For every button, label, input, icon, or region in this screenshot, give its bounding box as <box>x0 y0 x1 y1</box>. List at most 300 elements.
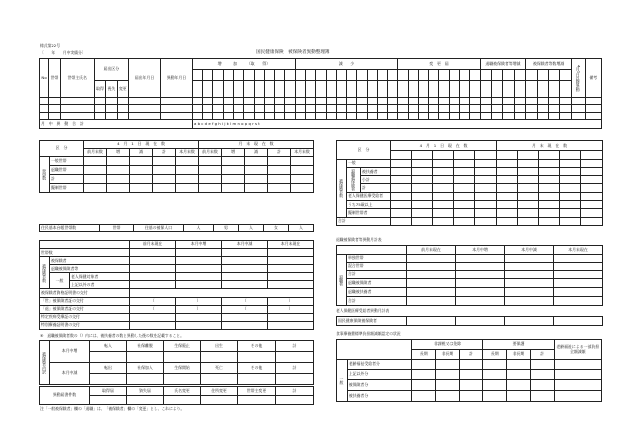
table-cell <box>433 151 454 159</box>
table-cell <box>492 112 503 120</box>
retiree-title: 退職被保険者等異動月計表 <box>336 237 382 242</box>
table-cell <box>326 69 336 80</box>
table-cell <box>192 112 202 120</box>
table-cell <box>176 166 199 175</box>
table-cell <box>433 176 454 184</box>
table-cell <box>459 69 469 80</box>
table-cell <box>436 370 460 380</box>
table-cell <box>454 167 475 175</box>
table-cell <box>526 112 537 120</box>
table-cell <box>505 317 554 326</box>
table-cell <box>84 166 107 175</box>
table-cell <box>518 217 539 225</box>
table-cell <box>295 69 305 80</box>
table-cell <box>60 112 94 120</box>
table-cell <box>514 105 525 113</box>
table-cell <box>316 69 326 80</box>
table-cell <box>539 217 560 225</box>
table-cell <box>518 176 539 184</box>
table-label-cell: 本月中減 <box>222 241 268 249</box>
table-cell <box>459 105 469 113</box>
table-cell <box>305 80 315 97</box>
table-cell <box>388 112 398 120</box>
table-cell <box>367 80 377 97</box>
table-label-cell: 非長期 <box>507 350 531 360</box>
table-cell <box>107 175 130 184</box>
table-cell <box>164 352 201 363</box>
col-april: 4月1日以降異動 <box>571 59 585 98</box>
table-cell <box>244 80 254 97</box>
table-cell <box>245 157 268 166</box>
table-label-cell: 増 <box>222 149 245 157</box>
table-cell <box>130 157 153 166</box>
table-cell <box>305 112 315 120</box>
table-cell <box>433 201 454 209</box>
table-cell <box>367 105 377 113</box>
table-cell <box>285 112 295 120</box>
table-label-cell: 住基の被保人口 <box>134 225 184 232</box>
table-cell <box>164 374 201 385</box>
table-cell <box>492 80 503 97</box>
table-cell <box>492 69 503 80</box>
table-label-cell: 住民基本台帳世帯数 <box>40 225 100 232</box>
table-cell <box>507 370 531 380</box>
form-count-table <box>39 386 314 405</box>
table-cell <box>127 396 164 405</box>
table-cell <box>475 217 497 225</box>
table-cell <box>475 184 497 192</box>
table-label-cell: 特定疾病受療証の交付 <box>40 313 130 321</box>
table-cell <box>505 297 554 306</box>
table-cell <box>449 112 459 120</box>
col-change-date: 異動年月日 <box>160 59 192 98</box>
table-cell <box>560 105 571 113</box>
table-label-cell: 混合世帯 <box>347 263 407 271</box>
table-cell <box>268 313 314 321</box>
table-cell <box>554 297 603 306</box>
table-cell <box>367 112 377 120</box>
table-cell <box>295 97 305 105</box>
table-cell <box>585 97 601 105</box>
group-retire: 退職被保険者等増減 <box>480 59 526 70</box>
table-label-cell: 前月末数 <box>199 149 222 157</box>
table-cell <box>199 184 222 193</box>
table-cell <box>357 97 367 105</box>
table-cell <box>560 192 581 200</box>
table-cell <box>268 257 314 265</box>
table-cell <box>49 105 60 113</box>
table-cell <box>581 201 603 209</box>
table-cell <box>275 112 285 120</box>
table-label-cell: 氏名変更 <box>164 387 201 396</box>
table-cell <box>90 396 127 405</box>
table-cell <box>503 69 514 80</box>
table-cell <box>470 105 480 113</box>
table-cell: ） <box>268 297 314 305</box>
meal-table <box>336 339 602 402</box>
table-cell <box>94 112 105 120</box>
table-cell <box>326 97 336 105</box>
table-label-cell: 一般 <box>347 159 391 167</box>
table-cell <box>377 105 387 113</box>
table-cell <box>285 69 295 80</box>
table-cell <box>326 80 336 97</box>
table-cell <box>454 201 475 209</box>
table-cell <box>268 281 314 289</box>
table-label-cell: 住所変更 <box>201 387 238 396</box>
table-cell <box>433 159 454 167</box>
table-cell <box>537 97 548 105</box>
table-cell <box>275 69 285 80</box>
retiree-table <box>336 245 603 306</box>
table-cell <box>203 97 213 105</box>
table-cell <box>316 105 326 113</box>
table-label-cell: 退職被保険者 <box>347 279 407 288</box>
table-cell <box>176 249 222 257</box>
table-cell <box>40 112 49 120</box>
table-cell <box>480 112 491 120</box>
table-cell <box>254 112 264 120</box>
table-label-cell: 国民健康保険被保険者 <box>337 317 407 326</box>
table-cell <box>560 217 581 225</box>
table-cell <box>412 201 433 209</box>
table-cell <box>497 184 518 192</box>
table-row <box>40 112 602 120</box>
table-cell <box>199 166 222 175</box>
table-label-cell: 長期 <box>483 350 507 360</box>
table-cell <box>336 80 346 97</box>
table-label-cell: 退職被扶養者 <box>347 288 407 297</box>
table-cell <box>514 80 525 97</box>
table-cell <box>398 80 408 97</box>
household-count-table <box>39 140 314 193</box>
table-cell <box>264 69 274 80</box>
table-cell <box>222 157 245 166</box>
table-cell <box>439 97 449 105</box>
table-cell <box>554 317 603 326</box>
table-cell <box>130 257 176 265</box>
table-label-cell: 単独世帯 <box>347 255 407 263</box>
table-label-cell: 計 <box>268 149 291 157</box>
table-cell <box>412 184 433 192</box>
table-cell <box>238 352 276 363</box>
table-cell <box>539 201 560 209</box>
table-cell <box>388 105 398 113</box>
table-cell <box>398 112 408 120</box>
table-cell <box>454 192 475 200</box>
table-cell <box>347 80 357 97</box>
table-cell <box>454 159 475 167</box>
table-cell <box>117 112 128 120</box>
table-cell <box>407 271 456 279</box>
table-cell <box>483 380 507 391</box>
table-label-cell: 退職被保険者 <box>347 167 361 192</box>
table-cell <box>40 105 49 113</box>
table-label-cell: 「世」被保険者証の交付 <box>40 297 130 305</box>
table-label-cell: 要保護 <box>483 340 554 350</box>
table-cell <box>581 217 603 225</box>
table-cell <box>418 105 428 113</box>
table-label-cell: 本月中増 <box>50 341 90 363</box>
table-cell <box>176 257 222 265</box>
table-cell <box>268 157 291 166</box>
table-cell <box>391 192 412 200</box>
insured-breakdown-table <box>39 340 314 385</box>
table-cell <box>357 112 367 120</box>
table-cell <box>336 97 346 105</box>
table-cell <box>436 391 460 402</box>
table-cell <box>276 352 314 363</box>
table-label-cell: 世帯 <box>100 225 134 232</box>
table-cell <box>454 176 475 184</box>
table-label-cell: 生保廃止 <box>164 341 201 352</box>
table-label-cell: 老齢福祉受給者分 <box>347 360 412 370</box>
table-cell <box>497 151 518 159</box>
table-cell <box>264 97 274 105</box>
table-cell <box>367 97 377 105</box>
table-label-cell: 上記以外の者 <box>70 281 130 289</box>
table-cell <box>518 151 539 159</box>
col-remarks: 備考 <box>585 59 601 98</box>
table-label-cell: 資失届 <box>127 387 164 396</box>
elderly-table <box>336 316 603 326</box>
table-label-cell: 特別療養証明書の交付 <box>40 321 130 329</box>
sum-letters: a b c d e f g h i j k l m n o p q r s t <box>192 120 601 129</box>
table-cell: （ <box>222 305 268 313</box>
table-cell <box>222 175 245 184</box>
table-cell <box>429 80 439 97</box>
table-cell <box>418 80 428 97</box>
table-cell <box>213 112 223 120</box>
table-cell <box>377 80 387 97</box>
table-cell <box>176 281 222 289</box>
table-cell <box>222 257 268 265</box>
table-cell <box>84 184 107 193</box>
table-cell <box>244 97 254 105</box>
table-cell <box>254 69 264 80</box>
table-cell <box>454 151 475 159</box>
table-label-cell: 計 <box>459 350 483 360</box>
table-cell <box>222 166 245 175</box>
table-cell <box>526 97 537 105</box>
table-label-cell: 擬制世帯者 <box>347 209 391 217</box>
table-cell <box>176 157 199 166</box>
sum-row <box>40 120 602 129</box>
table-cell <box>560 97 571 105</box>
table-cell <box>560 112 571 120</box>
table-cell <box>84 157 107 166</box>
table-cell <box>518 201 539 209</box>
table-label-cell: 一般 <box>50 273 70 289</box>
table-cell <box>429 97 439 105</box>
table-cell <box>518 159 539 167</box>
table-label-cell: 合計 <box>347 271 407 279</box>
table-cell <box>407 288 456 297</box>
table-cell <box>412 217 433 225</box>
table-label-cell: 社保加入 <box>127 363 164 374</box>
table-cell <box>291 166 314 175</box>
table-cell <box>549 112 560 120</box>
table-cell <box>497 201 518 209</box>
table-cell <box>176 273 222 281</box>
table-cell <box>244 105 254 113</box>
table-cell <box>291 157 314 166</box>
table-cell <box>337 246 407 255</box>
table-cell <box>127 352 164 363</box>
table-cell <box>554 279 603 288</box>
table-cell <box>407 263 456 271</box>
table-cell <box>245 175 268 184</box>
table-cell <box>153 184 176 193</box>
table-cell: ） <box>176 305 222 313</box>
table-cell <box>127 374 164 385</box>
table-cell <box>275 80 285 97</box>
table-cell <box>454 209 475 217</box>
table-label-cell: 社保離脱 <box>127 341 164 352</box>
table-cell <box>449 105 459 113</box>
group-decrease: 減 少 <box>295 59 398 70</box>
table-cell <box>164 396 201 405</box>
table-label-cell: 減 <box>245 149 268 157</box>
table-cell <box>470 97 480 105</box>
table-cell <box>40 97 49 105</box>
table-cell <box>530 370 554 380</box>
table-cell <box>407 279 456 288</box>
table-cell <box>275 105 285 113</box>
table-cell <box>459 380 483 391</box>
table-cell <box>213 69 223 80</box>
table-cell <box>456 288 505 297</box>
table-cell <box>90 374 127 385</box>
table-cell <box>234 69 244 80</box>
table-cell <box>492 105 503 113</box>
table-cell <box>507 380 531 391</box>
table-cell <box>503 105 514 113</box>
table-cell <box>176 184 199 193</box>
table-cell <box>518 209 539 217</box>
table-label-cell: 人 <box>289 225 314 232</box>
table-cell <box>130 175 153 184</box>
table-cell <box>245 166 268 175</box>
table-label-cell: 女 <box>264 225 289 232</box>
table-cell <box>439 105 449 113</box>
col-change: 変更 <box>117 80 128 97</box>
table-cell <box>505 255 554 263</box>
table-label-cell: 被保険者数 <box>337 159 347 217</box>
table-label-cell: 被扶養者 <box>361 167 391 175</box>
table-cell <box>222 281 268 289</box>
table-cell <box>459 370 483 380</box>
table-cell <box>418 97 428 105</box>
table-cell <box>391 167 412 175</box>
table-cell <box>539 151 560 159</box>
table-cell <box>518 167 539 175</box>
table-cell <box>454 217 475 225</box>
table-label-cell: 非課税又は免除 <box>412 340 483 350</box>
table-cell <box>201 352 238 363</box>
table-cell <box>560 159 581 167</box>
table-cell <box>412 167 433 175</box>
table-label-cell: 「退」被保険者証の交付 <box>40 305 130 313</box>
table-cell <box>347 105 357 113</box>
table-cell <box>84 175 107 184</box>
table-label-cell: うち75歳以上 <box>347 201 391 209</box>
table-cell <box>305 97 315 105</box>
table-cell <box>203 69 213 80</box>
table-cell <box>475 167 497 175</box>
table-cell <box>505 279 554 288</box>
table-cell <box>581 209 603 217</box>
table-cell <box>285 80 295 97</box>
table-cell <box>398 69 408 80</box>
table-cell <box>60 105 94 113</box>
table-cell <box>316 112 326 120</box>
table-cell <box>326 112 336 120</box>
table-cell <box>153 166 176 175</box>
table-label-cell: 生保開始 <box>164 363 201 374</box>
section-a-monthend: 月 末 現 在 数 <box>199 141 314 149</box>
table-cell <box>238 396 276 405</box>
table-label-cell: 減 <box>130 149 153 157</box>
col-acquire: 取得 <box>94 80 105 97</box>
table-cell <box>539 192 560 200</box>
table-cell <box>560 201 581 209</box>
table-cell <box>49 97 60 105</box>
table-cell <box>412 176 433 184</box>
table-label-cell: 前月末現在 <box>130 241 176 249</box>
table-cell <box>129 105 161 113</box>
table-cell <box>449 80 459 97</box>
table-cell <box>268 321 314 329</box>
table-cell <box>276 374 314 385</box>
table-cell <box>505 288 554 297</box>
table-cell <box>160 112 192 120</box>
table-cell <box>336 105 346 113</box>
table-cell <box>571 97 585 105</box>
table-cell <box>503 80 514 97</box>
table-label-cell: 一般世帯 <box>50 157 84 166</box>
table-label-cell: 世帯主変更 <box>238 387 276 396</box>
table-cell <box>213 80 223 97</box>
table-cell <box>470 69 480 80</box>
table-label-cell: 被保険者分 <box>347 380 412 391</box>
table-cell <box>291 175 314 184</box>
table-cell <box>223 80 233 97</box>
table-cell <box>203 80 213 97</box>
insured-count-table <box>39 240 314 330</box>
table-label-cell: 計 <box>153 149 176 157</box>
table-cell <box>264 80 274 97</box>
circle-note: ⑥ 退職被保険者数の（）内には、被扶養者の数と異動した後の数を記載すること。 <box>40 333 184 338</box>
table-label-cell: 老齢福祉による一部負担全額減額 <box>554 340 601 360</box>
table-label-cell: 本月末現在 <box>554 246 603 255</box>
table-cell <box>130 281 176 289</box>
table-cell <box>129 97 161 105</box>
table-cell <box>412 380 436 391</box>
table-cell <box>326 105 336 113</box>
table-label-cell: 計 <box>276 341 314 352</box>
table-label-cell: 一般 <box>337 360 348 402</box>
table-cell <box>130 184 153 193</box>
table-cell <box>436 380 460 391</box>
table-label-cell: 人 <box>239 225 264 232</box>
table-label-cell: 男 <box>214 225 239 232</box>
table-label-cell: 被保険者数 <box>40 257 50 289</box>
table-cell <box>475 176 497 184</box>
table-cell <box>412 192 433 200</box>
table-cell <box>234 80 244 97</box>
table-label-cell: その他 <box>238 363 276 374</box>
